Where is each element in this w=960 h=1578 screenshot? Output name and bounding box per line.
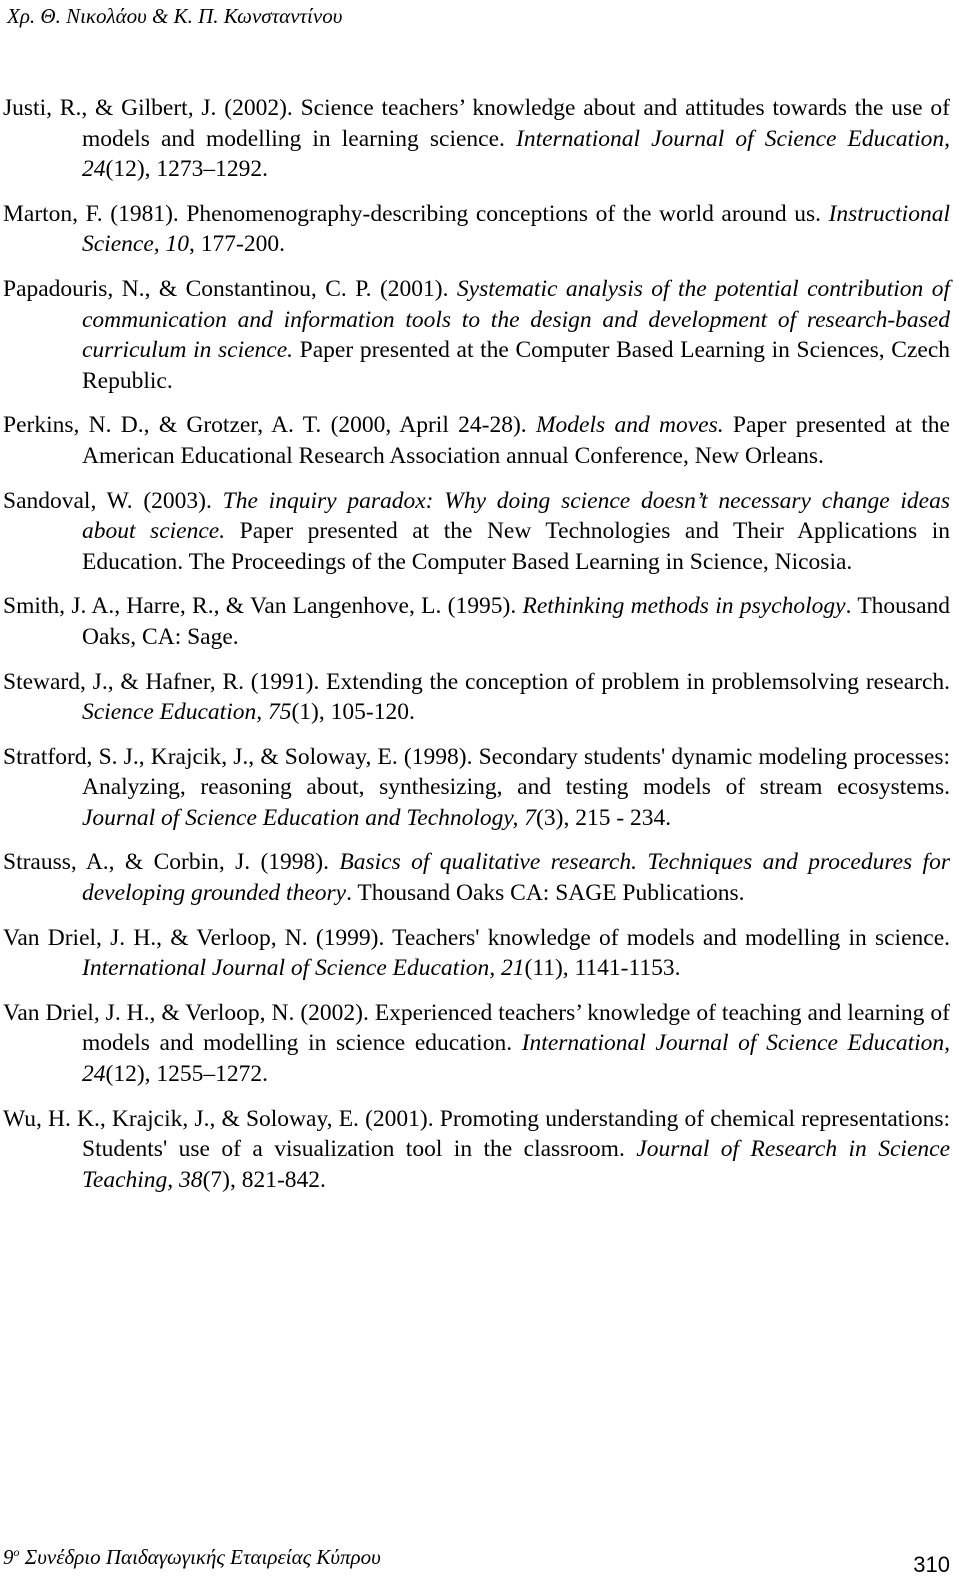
reference-entry — [3, 923, 950, 984]
reference-text: Van Driel, J. H., & Verloop, N. (2002). Experienced teachers’ knowledge of teaching and learning of models and modelling in science education. — [3, 999, 950, 1057]
reference-text: Strauss, A., & Corbin, J. (1998). — [3, 849, 340, 876]
reference-text: (1), 105-120. — [291, 699, 415, 726]
reference-entry — [3, 1104, 950, 1196]
reference-list — [3, 93, 950, 1209]
reference-source: Journal of Research in Science Teaching, 38 — [82, 1136, 950, 1193]
footer-number: 9 — [3, 1545, 14, 1569]
reference-text: (7), 821-842. — [202, 1166, 326, 1193]
reference-source: International Journal of Science Education, 24 — [82, 125, 951, 183]
reference-entry — [3, 998, 950, 1090]
reference-entry — [3, 591, 950, 652]
reference-source: Journal of Science Education and Technology, 7 — [82, 804, 537, 831]
reference-text: Sandoval, W. (2003). — [3, 487, 223, 514]
reference-text: Paper presented at the New Technologies and Their Applications in Education. The Proceedings of the Computer Based Learning in Science, Nicosia. — [82, 518, 950, 575]
reference-entry — [3, 486, 950, 578]
reference-source: Systematic analysis of the potential contribution of communication and information tools to the design and development of research-based curriculum in science. — [82, 275, 951, 364]
reference-source: Basics of qualitative research. Techniques and procedures for developing grounded theory — [82, 849, 950, 907]
reference-text: Perkins, N. D., & Grotzer, A. T. (2000, April 24-28). — [3, 412, 536, 439]
reference-text: (12), 1255–1272. — [105, 1061, 269, 1088]
page-number: 310 — [913, 1552, 950, 1577]
footer-superscript: ο — [13, 1545, 20, 1559]
reference-source: International Journal of Science Education, 24 — [82, 1030, 950, 1088]
reference-entry — [3, 847, 950, 908]
reference-text: (12), 1273–1292. — [105, 156, 269, 183]
reference-text: Steward, J., & Hafner, R. (1991). Extending the conception of problem in problemsolving research. — [3, 668, 950, 695]
reference-entry — [3, 199, 950, 260]
reference-source: International Journal of Science Education, 21 — [82, 955, 525, 982]
reference-text: , 177-200. — [189, 231, 285, 258]
conference-footer — [3, 1545, 381, 1570]
reference-text: Paper presented at the American Educational Research Association annual Conference, New Orleans. — [82, 412, 950, 469]
reference-entry — [3, 274, 950, 396]
reference-source: Rethinking methods in psychology — [522, 593, 846, 620]
reference-text: . Thousand Oaks CA: SAGE Publications. — [346, 880, 745, 907]
reference-text: . Thousand Oaks, CA: Sage. — [82, 593, 951, 650]
reference-entry — [3, 410, 950, 471]
reference-text: (3), 215 - 234. — [536, 804, 672, 831]
reference-source: Instructional Science, 10 — [82, 200, 950, 258]
reference-text: Papadouris, N., & Constantinou, C. P. (2001). — [3, 275, 457, 302]
reference-text: (11), 1141-1153. — [524, 955, 681, 982]
running-header: Χρ. Θ. Νικολάου & Κ. Π. Κωνσταντίνου — [7, 4, 343, 28]
reference-text: Smith, J. A., Harre, R., & Van Langenhove, L. (1995). — [3, 593, 523, 620]
reference-entry — [3, 93, 950, 185]
reference-text: Van Driel, J. H., & Verloop, N. (1999). Teachers' knowledge of models and modelling in science. — [3, 924, 950, 951]
reference-text: Justi, R., & Gilbert, J. (2002). Science teachers’ knowledge about and attitudes towards the use of models and modelling in learning science. — [3, 95, 950, 152]
reference-source: Models and moves. — [535, 412, 724, 439]
reference-entry — [3, 667, 950, 728]
reference-text: Wu, H. K., Krajcik, J., & Soloway, E. (2001). Promoting understanding of chemical representations: Students' use of a visualization tool in the classroom. — [3, 1105, 950, 1163]
reference-text: Marton, F. (1981). Phenomenography-describing conceptions of the world around us. — [3, 200, 829, 227]
reference-source: The inquiry paradox: Why doing science doesn’t necessary change ideas about science. — [82, 487, 950, 545]
reference-entry — [3, 742, 950, 834]
reference-text: Paper presented at the Computer Based Learning in Sciences, Czech Republic. — [82, 337, 951, 394]
footer-text: Συνέδριο Παιδαγωγικής Εταιρείας Κύπρου — [19, 1545, 381, 1569]
reference-source: Science Education, 75 — [82, 699, 292, 726]
reference-text: Stratford, S. J., Krajcik, J., & Soloway, E. (1998). Secondary students' dynamic modeling processes: Analyzing, reasoning about, synthesizing, and testing models of stream ecosystems. — [3, 743, 950, 801]
